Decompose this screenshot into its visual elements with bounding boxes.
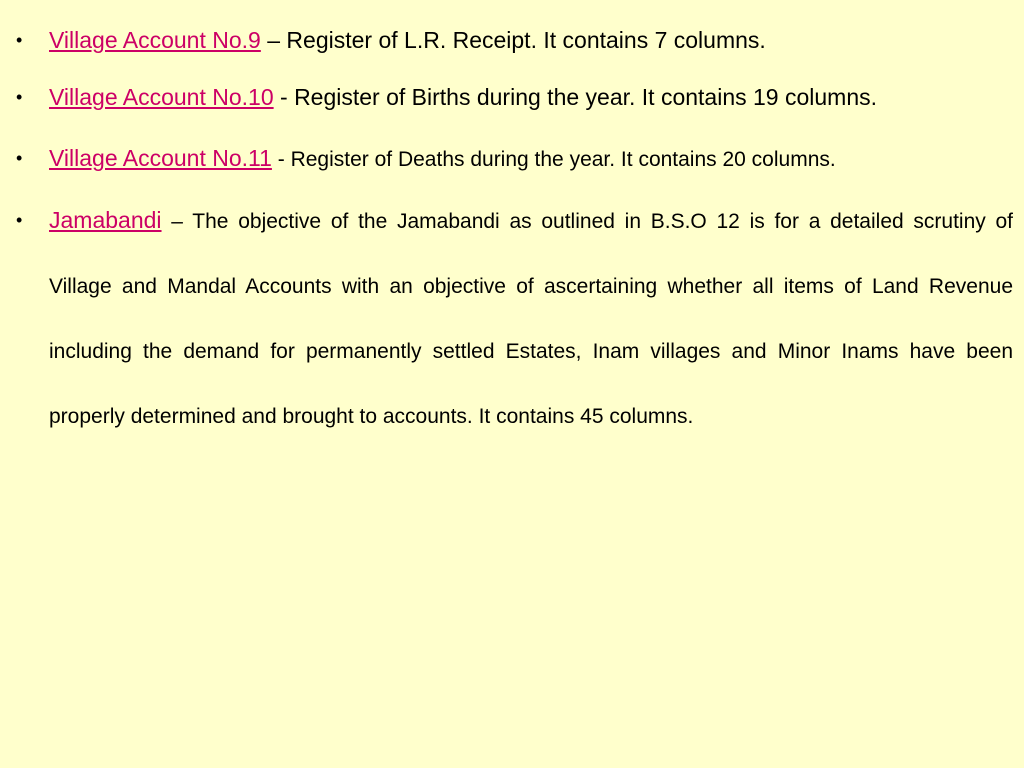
item-description: - Register of Deaths during the year. It contains 20 columns.	[271, 148, 836, 171]
bullet-icon: •	[16, 87, 23, 107]
list-item-village-account-11	[0, 132, 1013, 186]
jamabandi-link[interactable]: Jamabandi	[49, 207, 162, 233]
bullet-icon: •	[16, 148, 23, 168]
village-account-10-link[interactable]: Village Account No.10	[49, 84, 274, 110]
item-description: – The objective of the Jamabandi as outlined in B.S.O 12 is for a detailed scrutiny of Village and Mandal Accounts with an objective of ascertaining whether all items of Land Revenue including the demand for permanently settled Estates, Inam villages and Minor Inams have been properly determined and brought to accounts. It contains 45 columns.	[49, 210, 1013, 428]
list-item-village-account-10	[0, 66, 1013, 128]
item-description: - Register of Births during the year. It contains 19 columns.	[273, 84, 878, 110]
bullet-icon: •	[16, 210, 23, 230]
item-description: – Register of L.R. Receipt. It contains 7 columns.	[260, 27, 766, 53]
village-account-11-link[interactable]: Village Account No.11	[49, 145, 272, 171]
bullet-list	[0, 14, 1013, 449]
village-account-9-link[interactable]: Village Account No.9	[49, 27, 261, 53]
bullet-icon: •	[16, 30, 23, 50]
list-item-village-account-9	[0, 14, 1013, 66]
list-item-jamabandi	[0, 188, 1013, 449]
